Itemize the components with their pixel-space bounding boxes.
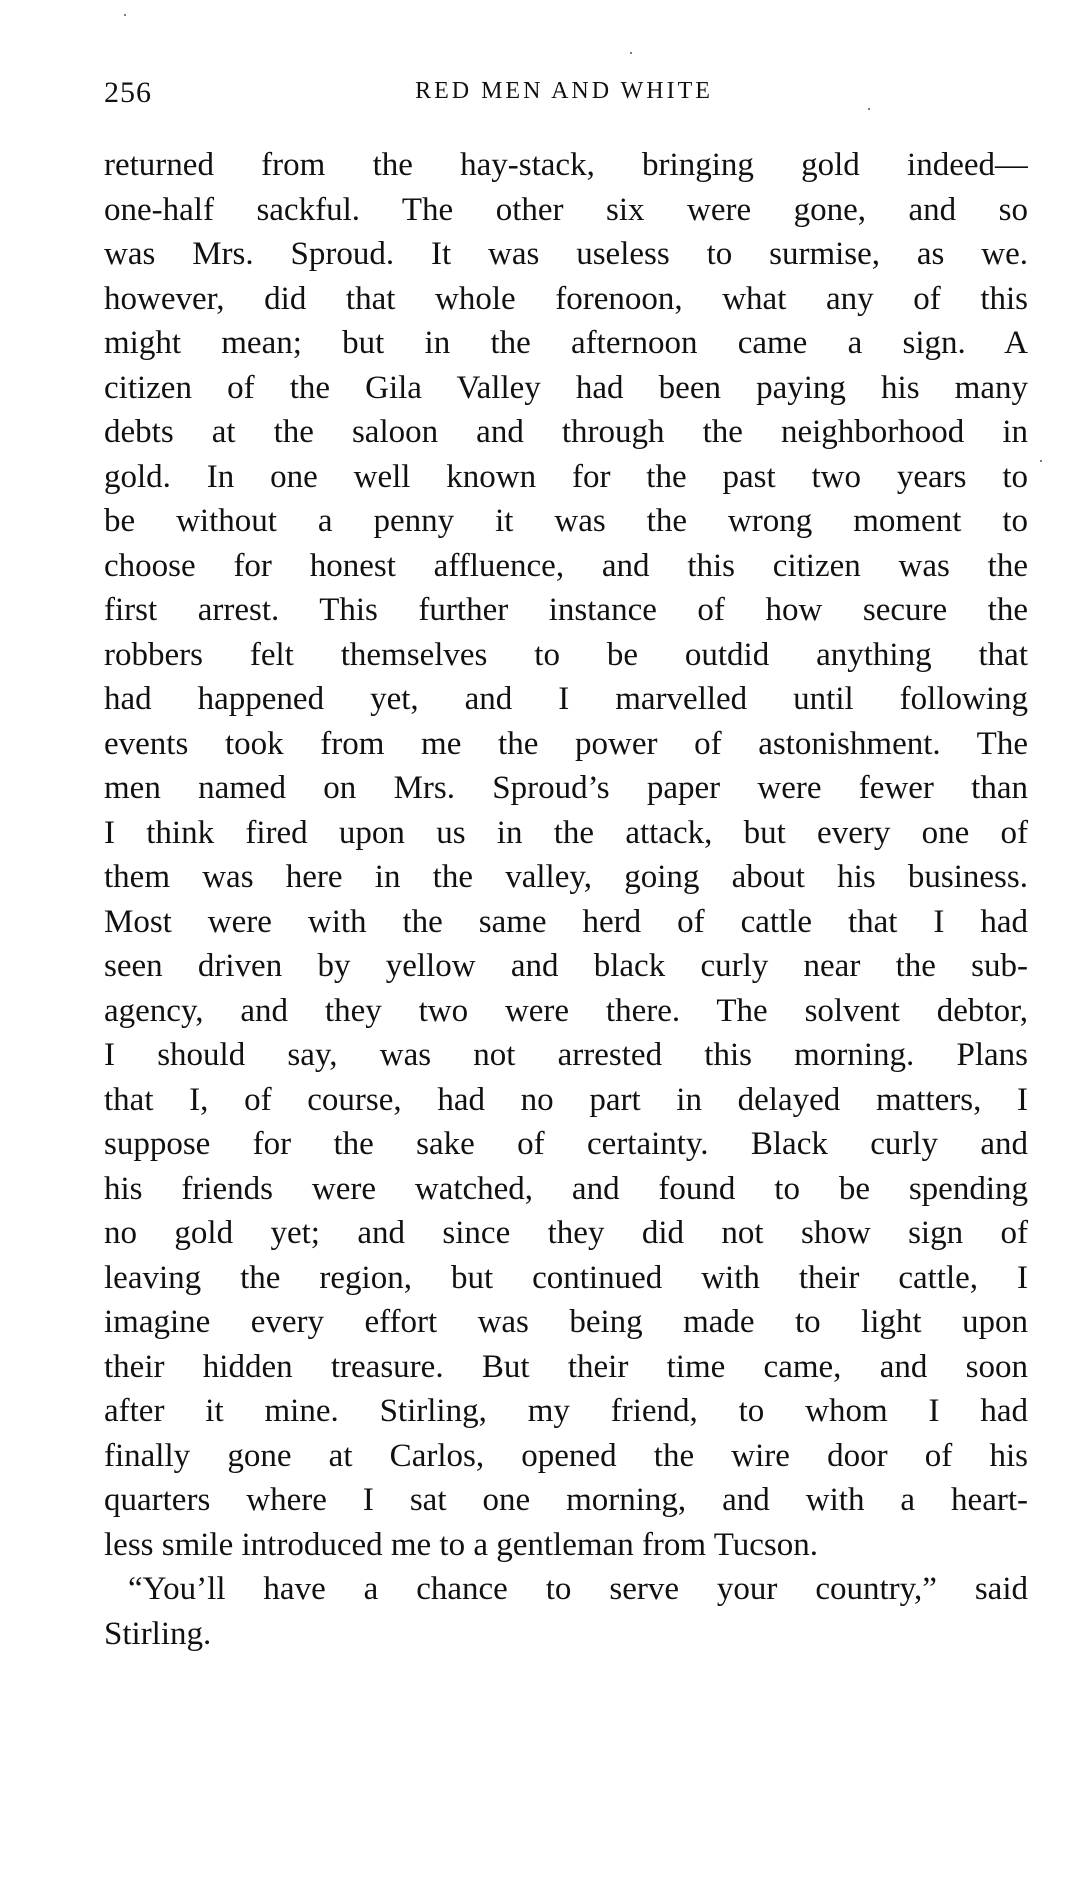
text-line: events took from me the power of astonishment. The bbox=[104, 725, 1028, 762]
scan-speck bbox=[1040, 460, 1042, 462]
scan-speck bbox=[630, 52, 632, 54]
page-header bbox=[104, 76, 1024, 116]
text-line: his friends were watched, and found to be spending bbox=[104, 1170, 1028, 1207]
text-line: their hidden treasure. But their time came, and soon bbox=[104, 1348, 1028, 1385]
text-line: men named on Mrs. Sproud’s paper were fewer than bbox=[104, 770, 1028, 806]
text-line: seen driven by yellow and black curly near the sub- bbox=[104, 948, 1028, 984]
text-line: finally gone at Carlos, opened the wire door of his bbox=[104, 1437, 1028, 1474]
text-line: had happened yet, and I marvelled until following bbox=[104, 681, 1028, 717]
text-line-paragraph-end: Stirling. bbox=[104, 1615, 212, 1652]
text-line: leaving the region, but continued with their cattle, I bbox=[104, 1259, 1028, 1296]
text-line: gold. In one well known for the past two years to bbox=[104, 458, 1028, 495]
text-line: that I, of course, had no part in delayed matters, I bbox=[104, 1081, 1028, 1118]
text-line: imagine every effort was being made to light upon bbox=[104, 1304, 1028, 1340]
text-line: after it mine. Stirling, my friend, to whom I had bbox=[104, 1393, 1028, 1429]
text-line: suppose for the sake of certainty. Black curly and bbox=[104, 1126, 1028, 1162]
text-line: be without a penny it was the wrong moment to bbox=[104, 503, 1028, 539]
body-text bbox=[104, 143, 1028, 1656]
text-line: I think fired upon us in the attack, but every one of bbox=[104, 814, 1028, 851]
text-line: returned from the hay-stack, bringing gold indeed— bbox=[104, 147, 1028, 183]
text-line: citizen of the Gila Valley had been paying his many bbox=[104, 369, 1028, 406]
text-line: quarters where I sat one morning, and with a heart- bbox=[104, 1482, 1028, 1518]
running-head: RED MEN AND WHITE bbox=[415, 78, 713, 104]
text-line: them was here in the valley, going about his business. bbox=[104, 859, 1028, 895]
text-line-paragraph-end: less smile introduced me to a gentleman from Tucson. bbox=[104, 1526, 818, 1563]
scan-speck bbox=[124, 14, 126, 16]
text-line: choose for honest affluence, and this citizen was the bbox=[104, 547, 1028, 584]
text-line: Most were with the same herd of cattle that I had bbox=[104, 903, 1028, 940]
text-line: no gold yet; and since they did not show sign of bbox=[104, 1215, 1028, 1251]
text-line: one-half sackful. The other six were gone, and so bbox=[104, 191, 1028, 228]
text-line: first arrest. This further instance of how secure the bbox=[104, 592, 1028, 628]
text-line: I should say, was not arrested this morning. Plans bbox=[104, 1037, 1028, 1073]
scan-speck bbox=[868, 108, 870, 110]
text-line: however, did that whole forenoon, what any of this bbox=[104, 280, 1028, 317]
text-line: robbers felt themselves to be outdid anything that bbox=[104, 636, 1028, 673]
text-line: agency, and they two were there. The solvent debtor, bbox=[104, 992, 1028, 1029]
text-line: might mean; but in the afternoon came a sign. A bbox=[104, 325, 1028, 361]
text-line-paragraph-start: “You’ll have a chance to serve your country,” said bbox=[128, 1571, 1028, 1607]
text-line: debts at the saloon and through the neighborhood in bbox=[104, 414, 1028, 450]
text-line: was Mrs. Sproud. It was useless to surmise, as we. bbox=[104, 236, 1028, 272]
page-number: 256 bbox=[104, 76, 152, 109]
